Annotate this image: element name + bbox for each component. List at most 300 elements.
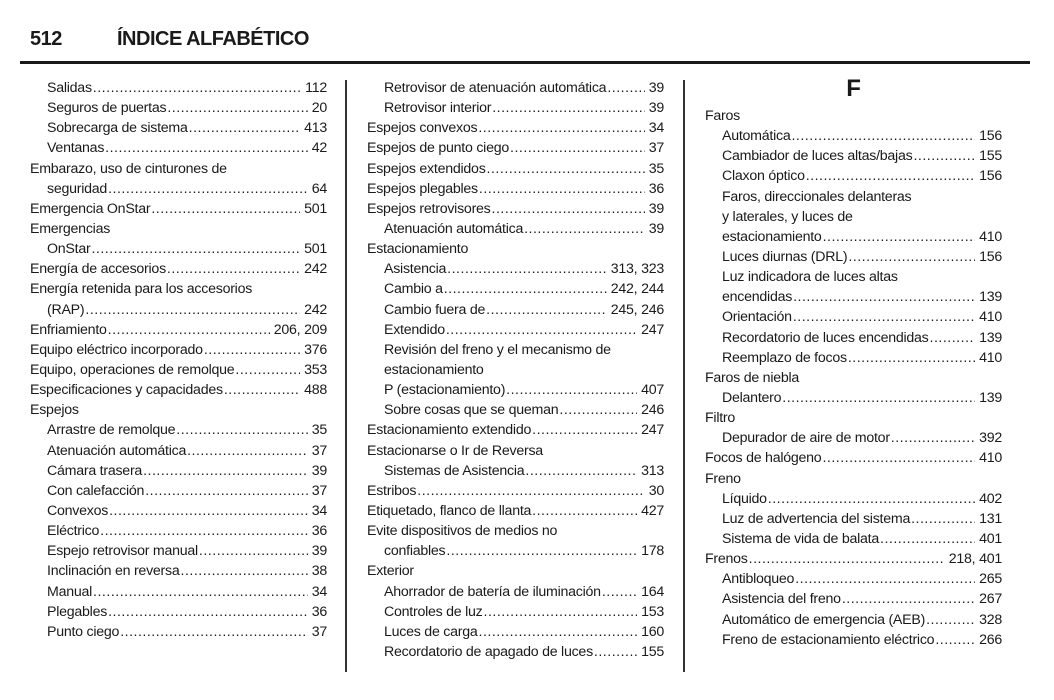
- index-subentry: [30, 300, 327, 320]
- index-entry: [30, 320, 327, 340]
- entry-term: Estribos: [367, 482, 417, 499]
- entry-term: Luz indicadora de luces altas: [722, 269, 898, 286]
- page-reference: 34: [311, 502, 327, 519]
- page-reference: 410: [979, 349, 1002, 366]
- entry-term: Cámara trasera: [47, 462, 143, 479]
- page-reference: 39: [311, 543, 327, 560]
- entry-term: Filtro: [705, 410, 736, 427]
- dot-leader: [793, 307, 975, 327]
- dot-leader: [167, 98, 307, 118]
- index-subentry: [367, 259, 664, 279]
- entry-term: Antibloqueo: [722, 571, 795, 588]
- index-subentry: [30, 541, 327, 561]
- index-subentry: [367, 279, 664, 299]
- dot-leader: [446, 541, 637, 561]
- index-subentry: [705, 489, 1002, 509]
- index-subentry: [30, 179, 327, 199]
- entry-term: Asistencia del freno: [722, 591, 841, 608]
- header-rule: [20, 61, 1030, 64]
- dot-leader: [602, 582, 637, 602]
- index-entry: [705, 469, 1002, 489]
- page-reference: 407: [641, 382, 664, 399]
- entry-term: Extendido: [384, 321, 445, 338]
- index-entry: [30, 199, 327, 219]
- index-entry: [705, 408, 1002, 428]
- entry-term: Espejos extendidos: [367, 160, 486, 177]
- index-subentry: [30, 622, 327, 642]
- entry-term: Enfriamiento: [30, 321, 107, 338]
- dot-leader: [782, 388, 975, 408]
- index-subentry: [30, 561, 327, 581]
- dot-leader: [444, 279, 607, 299]
- dot-leader: [446, 320, 637, 340]
- dot-leader: [524, 219, 645, 239]
- page-reference: 242: [304, 301, 327, 318]
- entry-term: Ventanas: [47, 140, 105, 157]
- index-subentry: [30, 461, 327, 481]
- section-letter: F: [846, 75, 861, 102]
- page-title: ÍNDICE ALFABÉTICO: [117, 28, 309, 50]
- page-reference: 410: [979, 228, 1002, 245]
- entry-term: Con calefacción: [47, 482, 145, 499]
- dot-leader: [532, 501, 637, 521]
- dot-leader: [506, 380, 637, 400]
- dot-leader: [842, 589, 975, 609]
- index-entry: [367, 501, 664, 521]
- page-reference: 37: [311, 482, 327, 499]
- index-subentry: [367, 340, 664, 360]
- dot-leader: [109, 501, 308, 521]
- entry-term: Luz de advertencia del sistema: [722, 510, 911, 527]
- index-subentry: [367, 219, 664, 239]
- dot-leader: [143, 461, 308, 481]
- entry-term: Espejos retrovisores: [367, 200, 491, 217]
- page-reference: 39: [311, 462, 327, 479]
- entry-term: Cambio a: [384, 281, 443, 298]
- page-reference: 37: [311, 442, 327, 459]
- dot-leader: [108, 179, 308, 199]
- index-subentry: [367, 400, 664, 420]
- entry-term: Emergencias: [30, 220, 111, 237]
- index-entry: [367, 239, 664, 259]
- page-reference: 39: [648, 200, 664, 217]
- entry-term: Atenuación automática: [47, 442, 187, 459]
- page-reference: 246: [641, 402, 664, 419]
- page-reference: 313, 323: [610, 261, 664, 278]
- index-subentry: [367, 78, 664, 98]
- dot-leader: [823, 227, 976, 247]
- index-subentry: [367, 602, 664, 622]
- page-reference: 156: [979, 128, 1002, 145]
- page-reference: 153: [641, 603, 664, 620]
- dot-leader: [176, 420, 307, 440]
- index-subentry: [367, 622, 664, 642]
- entry-term: P (estacionamiento): [384, 382, 506, 399]
- page-reference: 501: [304, 241, 327, 258]
- entry-term: Freno de estacionamiento eléctrico: [722, 631, 935, 648]
- entry-term: Cambio fuera de: [384, 301, 486, 318]
- entry-term: Líquido: [722, 490, 767, 507]
- entry-term: Equipo, operaciones de remolque: [30, 361, 235, 378]
- index-subentry: [367, 300, 664, 320]
- page-reference: 38: [311, 563, 327, 580]
- entry-term: Luces de carga: [384, 623, 478, 640]
- index-subentry: [30, 582, 327, 602]
- page-reference: 206, 209: [273, 321, 327, 338]
- column-divider: [345, 80, 347, 672]
- page-reference: 247: [641, 422, 664, 439]
- page-reference: 42: [311, 140, 327, 157]
- dot-leader: [492, 98, 645, 118]
- page-reference: 245, 246: [610, 301, 664, 318]
- index-subentry: [705, 146, 1002, 166]
- index-entry: [705, 448, 1002, 468]
- entry-term: Arrastre de remolque: [47, 422, 176, 439]
- dot-leader: [120, 622, 308, 642]
- index-entry: [367, 199, 664, 219]
- index-subentry: [30, 521, 327, 541]
- index-entry: [30, 380, 327, 400]
- index-entry: [367, 561, 664, 581]
- index-column-2: [367, 78, 664, 662]
- entry-term: Espejos plegables: [367, 180, 478, 197]
- page-reference: 131: [979, 510, 1002, 527]
- index-subentry: [367, 98, 664, 118]
- index-subentry: [705, 166, 1002, 186]
- index-subentry: [705, 227, 1002, 247]
- dot-leader: [417, 481, 644, 501]
- entry-term: Recordatorio de apagado de luces: [384, 643, 593, 660]
- entry-term: confiables: [384, 543, 446, 560]
- index-subentry: [30, 501, 327, 521]
- index-subentry: [705, 187, 1002, 207]
- index-entry: [367, 481, 664, 501]
- entry-term: Ahorrador de batería de iluminación: [384, 583, 601, 600]
- entry-term: Espejo retrovisor manual: [47, 543, 198, 560]
- page-reference: 139: [979, 289, 1002, 306]
- index-subentry: [705, 610, 1002, 630]
- index-entry: [367, 118, 664, 138]
- dot-leader: [559, 400, 637, 420]
- page-reference: 39: [648, 100, 664, 117]
- dot-leader: [848, 247, 975, 267]
- index-subentry: [367, 360, 664, 380]
- entry-term: Automático de emergencia (AEB): [722, 611, 926, 628]
- entry-term: OnStar: [47, 241, 91, 258]
- page-reference: 160: [641, 623, 664, 640]
- page-reference: 20: [311, 100, 327, 117]
- index-subentry: [367, 320, 664, 340]
- index-entry: [367, 179, 664, 199]
- dot-leader: [880, 529, 975, 549]
- dot-leader: [532, 420, 637, 440]
- dot-leader: [447, 259, 607, 279]
- index-entry: [705, 106, 1002, 126]
- dot-leader: [93, 582, 308, 602]
- dot-leader: [525, 461, 637, 481]
- dot-leader: [91, 239, 300, 259]
- index-subentry: [705, 207, 1002, 227]
- page-reference: 410: [979, 309, 1002, 326]
- index-entry: [367, 521, 664, 541]
- entry-term: Eléctrico: [47, 523, 100, 540]
- page-reference: 39: [648, 80, 664, 96]
- index-subentry: [705, 428, 1002, 448]
- entry-term: Depurador de aire de motor: [722, 430, 890, 447]
- dot-leader: [926, 610, 975, 630]
- index-subentry: [30, 481, 327, 501]
- index-subentry: [367, 642, 664, 662]
- entry-term: (RAP): [47, 301, 85, 318]
- index-column-1: [30, 78, 327, 642]
- dot-leader: [935, 630, 975, 650]
- entry-term: Retrovisor interior: [384, 100, 492, 117]
- entry-term: Claxon óptico: [722, 168, 805, 185]
- dot-leader: [793, 287, 975, 307]
- page-reference: 39: [648, 220, 664, 237]
- page-reference: 156: [979, 248, 1002, 265]
- entry-term: Equipo eléctrico incorporado: [30, 341, 203, 358]
- page-reference: 36: [311, 603, 327, 620]
- page-reference: 155: [979, 148, 1002, 165]
- dot-leader: [806, 166, 975, 186]
- dot-leader: [492, 199, 645, 219]
- entry-term: Emergencia OnStar: [30, 200, 151, 217]
- page-reference: 328: [979, 611, 1002, 628]
- dot-leader: [145, 481, 308, 501]
- entry-term: Salidas: [47, 80, 92, 96]
- dot-leader: [187, 441, 308, 461]
- index-subentry: [705, 267, 1002, 287]
- dot-leader: [791, 126, 975, 146]
- index-subentry: [705, 569, 1002, 589]
- entry-term: y laterales, y luces de: [722, 208, 853, 225]
- index-entry: [367, 159, 664, 179]
- entry-term: Energía retenida para los accesorios: [30, 281, 253, 298]
- dot-leader: [487, 159, 645, 179]
- page-reference: 501: [304, 200, 327, 217]
- entry-term: Seguros de puertas: [47, 100, 167, 117]
- dot-leader: [199, 541, 308, 561]
- index-subentry: [705, 388, 1002, 408]
- page-reference: 488: [304, 382, 327, 399]
- index-entry: [367, 138, 664, 158]
- entry-term: Recordatorio de luces encendidas: [722, 329, 929, 346]
- index-subentry: [30, 78, 327, 98]
- index-entry: [30, 279, 327, 299]
- index-subentry: [705, 247, 1002, 267]
- dot-leader: [108, 320, 270, 340]
- entry-term: estacionamiento: [384, 361, 484, 378]
- dot-leader: [108, 602, 308, 622]
- page-reference: 267: [979, 591, 1002, 608]
- entry-term: Inclinación en reversa: [47, 563, 180, 580]
- entry-term: Automática: [722, 128, 791, 145]
- dot-leader: [510, 138, 645, 158]
- index-entry: [30, 360, 327, 380]
- page-reference: 139: [979, 389, 1002, 406]
- page-reference: 247: [641, 321, 664, 338]
- entry-term: Sistemas de Asistencia: [384, 462, 525, 479]
- entry-term: Espejos de punto ciego: [367, 140, 510, 157]
- index-entry: [30, 159, 327, 179]
- dot-leader: [486, 300, 607, 320]
- page-reference: 64: [311, 180, 327, 197]
- dot-leader: [100, 521, 308, 541]
- index-entry: [30, 219, 327, 239]
- dot-leader: [93, 78, 301, 98]
- page-reference: 139: [979, 329, 1002, 346]
- entry-term: Sobrecarga de sistema: [47, 120, 188, 137]
- entry-term: seguridad: [47, 180, 108, 197]
- index-entry: [30, 400, 327, 420]
- index-column-3: [705, 76, 1002, 650]
- entry-term: Atenuación automática: [384, 220, 524, 237]
- index-subentry: [705, 287, 1002, 307]
- page-reference: 36: [311, 523, 327, 540]
- dot-leader: [594, 642, 637, 662]
- entry-term: Etiquetado, flanco de llanta: [367, 502, 532, 519]
- dot-leader: [891, 428, 975, 448]
- index-entry: [705, 368, 1002, 388]
- page-reference: 30: [648, 482, 664, 499]
- index-subentry: [367, 541, 664, 561]
- entry-term: Embarazo, uso de cinturones de: [30, 160, 227, 177]
- page-reference: 35: [311, 422, 327, 439]
- dot-leader: [848, 348, 975, 368]
- page-reference: 313: [641, 462, 664, 479]
- index-subentry: [30, 239, 327, 259]
- page-reference: 35: [648, 160, 664, 177]
- entry-term: Controles de luz: [384, 603, 483, 620]
- entry-term: Luces diurnas (DRL): [722, 248, 848, 265]
- entry-term: Asistencia: [384, 261, 447, 278]
- page-reference: 242: [304, 261, 327, 278]
- index-subentry: [30, 138, 327, 158]
- dot-leader: [911, 509, 975, 529]
- index-subentry: [705, 509, 1002, 529]
- dot-leader: [768, 489, 975, 509]
- dot-leader: [913, 146, 975, 166]
- page-reference: 34: [648, 120, 664, 137]
- page-reference: 36: [648, 180, 664, 197]
- page-reference: 178: [641, 543, 664, 560]
- entry-term: Plegables: [47, 603, 108, 620]
- dot-leader: [795, 569, 975, 589]
- index-subentry: [30, 441, 327, 461]
- index-subentry: [367, 380, 664, 400]
- page-reference: 156: [979, 168, 1002, 185]
- page-reference: 112: [305, 80, 327, 96]
- entry-term: Cambiador de luces altas/bajas: [722, 148, 913, 165]
- page-reference: 427: [641, 502, 664, 519]
- page-reference: 410: [979, 450, 1002, 467]
- entry-term: Estacionarse o Ir de Reversa: [367, 442, 543, 459]
- dot-leader: [479, 622, 638, 642]
- page-reference: 37: [648, 140, 664, 157]
- entry-term: Sobre cosas que se queman: [384, 402, 559, 419]
- index-entry: [367, 441, 664, 461]
- page-reference: 353: [304, 361, 327, 378]
- entry-term: Focos de halógeno: [705, 450, 822, 467]
- entry-term: Manual: [47, 583, 93, 600]
- dot-leader: [484, 602, 638, 622]
- index-entry: [30, 340, 327, 360]
- index-subentry: [705, 630, 1002, 650]
- page-reference: 242, 244: [610, 281, 664, 298]
- entry-term: Evite dispositivos de medios no: [367, 523, 558, 540]
- entry-term: Exterior: [367, 563, 414, 580]
- page-reference: 413: [304, 120, 327, 137]
- dot-leader: [189, 118, 300, 138]
- index-subentry: [705, 307, 1002, 327]
- entry-term: encendidas: [722, 289, 793, 306]
- index-entry: [705, 549, 1002, 569]
- column-divider: [683, 80, 685, 672]
- index-subentry: [30, 118, 327, 138]
- entry-term: Delantero: [722, 389, 782, 406]
- dot-leader: [478, 118, 644, 138]
- entry-term: Energía de accesorios: [30, 261, 166, 278]
- index-subentry: [30, 602, 327, 622]
- dot-leader: [151, 199, 300, 219]
- entry-term: Freno: [705, 470, 741, 487]
- page-reference: 392: [979, 430, 1002, 447]
- entry-term: Punto ciego: [47, 623, 120, 640]
- page-reference: 265: [979, 571, 1002, 588]
- entry-term: Especificaciones y capacidades: [30, 382, 223, 399]
- page-reference: 155: [641, 643, 664, 660]
- index-subentry: [705, 126, 1002, 146]
- index-entry: [30, 259, 327, 279]
- entry-term: Faros, direccionales delanteras: [722, 188, 912, 205]
- entry-term: Convexos: [47, 502, 109, 519]
- page-reference: 164: [641, 583, 664, 600]
- entry-term: Faros de niebla: [705, 369, 800, 386]
- entry-term: Sistema de vida de balata: [722, 530, 880, 547]
- dot-leader: [822, 448, 975, 468]
- page-reference: 37: [311, 623, 327, 640]
- entry-term: Espejos convexos: [367, 120, 478, 137]
- dot-leader: [167, 259, 300, 279]
- entry-term: Faros: [705, 108, 741, 124]
- index-subentry: [367, 582, 664, 602]
- page-reference: 402: [979, 490, 1002, 507]
- entry-term: Revisión del freno y el mecanismo de: [384, 341, 611, 358]
- dot-leader: [607, 78, 644, 98]
- dot-leader: [204, 340, 300, 360]
- dot-leader: [224, 380, 300, 400]
- entry-term: Orientación: [722, 309, 792, 326]
- dot-leader: [85, 300, 300, 320]
- index-subentry: [30, 420, 327, 440]
- entry-term: Estacionamiento: [367, 241, 469, 258]
- dot-leader: [749, 549, 945, 569]
- index-subentry: [705, 589, 1002, 609]
- index-subentry: [705, 328, 1002, 348]
- entry-term: Espejos: [30, 402, 79, 419]
- dot-leader: [181, 561, 308, 581]
- index-subentry: [367, 461, 664, 481]
- page-reference: 218, 401: [948, 551, 1002, 568]
- index-subentry: [30, 98, 327, 118]
- page-reference: 34: [311, 583, 327, 600]
- page-reference: 266: [979, 631, 1002, 648]
- entry-term: estacionamiento: [722, 228, 822, 245]
- dot-leader: [930, 328, 976, 348]
- dot-leader: [235, 360, 300, 380]
- entry-term: Estacionamiento extendido: [367, 422, 532, 439]
